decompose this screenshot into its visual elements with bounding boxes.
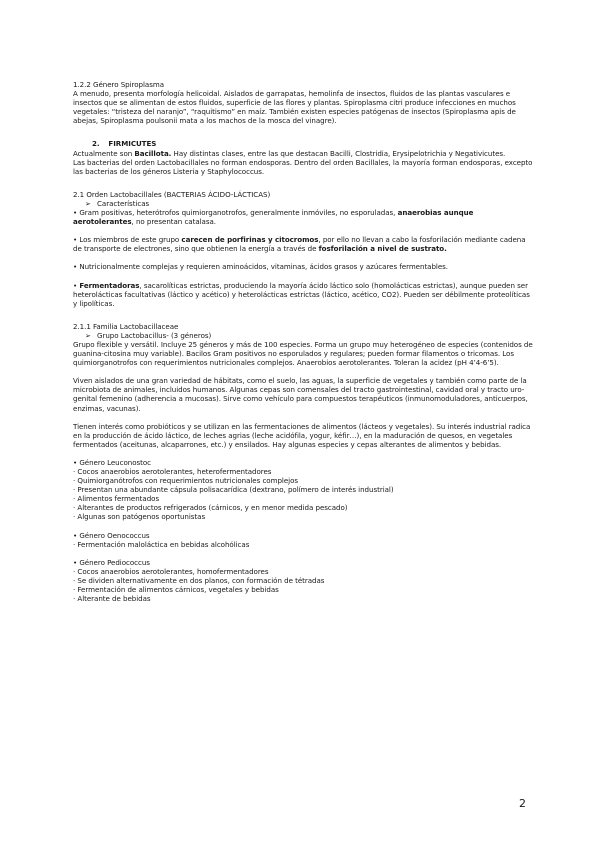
bold-run: fosforilación a nivel de sustrato.	[318, 244, 447, 254]
document-body	[73, 80, 535, 603]
list-item: · Quimiorganótrofos con requerimientos nutricionales complejos	[73, 476, 299, 486]
heading-lactobacillales: 2.1 Orden Lactobacillales (BACTERIAS ÁCIDO-LÁCTICAS)	[73, 189, 271, 199]
list-item: · Algunas son patógenos oportunistas	[73, 512, 206, 522]
list-item: · Presentan una abundante cápsula polisacarídica (dextrano, polímero de interés industrial)	[73, 485, 394, 495]
text-run: Hay distintas clases, entre las que destacan Bacilli, Clostridia, Erysipelotrichia y Negativicutes.	[171, 148, 506, 158]
list-item: · Alterantes de productos refrigerados (cárnicos, y en menor medida pescado)	[73, 503, 348, 513]
heading-pediococcus: • Género Pediococcus	[73, 557, 150, 567]
bullet-porfirinas	[73, 235, 535, 253]
bullet-gram-positivas	[73, 208, 535, 226]
paragraph-firmicutes-1	[73, 149, 535, 158]
paragraph-spiroplasma: A menudo, presenta morfología helicoidal. Aislados de garrapatas, hemolinfa de insectos, fluidos de las plantas vasculares e insectos que se alimentan de estos fluidos, superficie de las flores y plantas. Spiroplasma citri produce infecciones en muchos vegetales: “tristeza del naranjo”, “raquitismo” en maíz. También existen especies patógenas de insectos (Spiroplasma apis de abejas, Spiroplasma poulsonii mata a los machos de la mosca del vinagre).	[73, 89, 516, 126]
paragraph-lactobacillaceae-1: Grupo flexible y versátil. Incluye 25 géneros y más de 100 especies. Forma un grupo muy heterogéneo de especies (contenidos de guanina-citosina muy variable). Bacilos Gram positivos no esporulados y regulares; pueden formar filamentos o tricomas. Los quimiorganotrofos con requerimientos nutricionales complejos. Anaerobios aerotolerantes. Toleran la acidez (pH 4’4-6’5).	[73, 339, 533, 368]
subheading-grupo-lactobacillus	[73, 331, 535, 340]
page-number: 2	[519, 797, 526, 810]
list-item: · Fermentación de alimentos cárnicos, vegetales y bebidas	[73, 585, 279, 595]
heading-spiroplasma: 1.2.2 Género Spiroplasma	[73, 80, 165, 89]
text-run: • Gram positivas, heterótrofos quimiorganotrofos, generalmente inmóviles, no esporuladas,	[73, 208, 398, 218]
paragraph-lactobacillaceae-2: Viven aislados de una gran variedad de hábitats, como el suelo, las aguas, la superficie de vegetales y también como parte de la microbiota de animales, incluidos humanos. Algunas cepas son comensales del tracto gastrointestinal, cavidad oral y tracto uro-genital femenino (adherencia a mucosas). Sirve como vehículo para compuestos terapéuticos (inmunomoduladores, anticuerpos, enzimas, vacunas).	[73, 376, 528, 413]
list-item: · Cocos anaerobios aerotolerantes, heterofermentadores	[73, 467, 272, 476]
bullet-fermentadoras	[73, 281, 535, 308]
heading-firmicutes	[73, 139, 535, 148]
text-run: •	[73, 280, 80, 290]
list-item: · Se dividen alternativamente en dos planos, con formación de tétradas	[73, 575, 325, 585]
subheading-caracteristicas	[73, 199, 535, 208]
paragraph-firmicutes-2: Las bacterias del orden Lactobacillales no forman endosporas. Dentro del orden Bacillales, la mayoría forman endosporas, excepto las bacterias de los géneros Listeria y Staphylococcus.	[73, 157, 533, 176]
arrow-bullet-icon: ➢	[85, 330, 91, 340]
subheading-text: Grupo Lactobacillus- (3 géneros)	[97, 330, 212, 340]
heading-lactobacillaceae: 2.1.1 Familia Lactobacillaceae	[73, 321, 179, 331]
list-item: · Alimentos fermentados	[73, 494, 160, 504]
heading-firmicutes-number: 2.	[92, 139, 100, 149]
list-item: · Alterante de bebidas	[73, 594, 151, 604]
list-item: · Fermentación maloláctica en bebidas alcohólicas	[73, 539, 250, 549]
text-run: • Los miembros de este grupo	[73, 235, 182, 245]
heading-oenococcus: • Género Oenococcus	[73, 530, 150, 540]
bold-run: anaerobias aunque aerotolerantes	[73, 208, 474, 227]
text-run: , por ello no llevan a cabo la fosforilación mediante cadena de transporte de electrones, sino que obtienen la energía a través de	[73, 235, 526, 254]
text-run: Actualmente son	[73, 148, 135, 158]
text-run: , no presentan catalasa.	[131, 217, 217, 227]
heading-leuconostoc: • Género Leuconostoc	[73, 457, 151, 467]
bold-run: Fermentadoras	[79, 280, 140, 290]
list-item: · Cocos anaerobios aerotolerantes, homofermentadores	[73, 566, 269, 576]
text-run: , sacarolíticas estrictas, produciendo la mayoría ácido láctico solo (homolácticas estrictas), aunque pueden ser heterolácticas facultativas (láctico y acético) y heterolácticas estrictas (láctico, acético, CO2). Pueden ser débilmente proteolíticas y lipolíticas.	[73, 280, 530, 308]
bullet-nutricionalmente: • Nutricionalmente complejas y requieren aminoácidos, vitaminas, ácidos grasos y azúcares fermentables.	[73, 262, 449, 272]
paragraph-lactobacillaceae-3: Tienen interés como probióticos y se utilizan en las fermentaciones de alimentos (lácteos y vegetales). Su interés industrial radica en la producción de ácido láctico, de leches agrias (leche acidófila, yogur, kéfir…), en la maduración de quesos, en vegetales fermentados (aceitunas, alcaparrones, etc.) y ensilados. Hay algunas especies y cepas alterantes de alimentos y bebidas.	[73, 421, 531, 449]
heading-firmicutes-title: FIRMICUTES	[108, 139, 157, 149]
bold-run: Bacillota.	[134, 148, 172, 158]
bold-run: carecen de porfirinas y citocromos	[181, 235, 319, 245]
arrow-bullet-icon: ➢	[85, 198, 91, 208]
subheading-text: Características	[97, 198, 150, 208]
